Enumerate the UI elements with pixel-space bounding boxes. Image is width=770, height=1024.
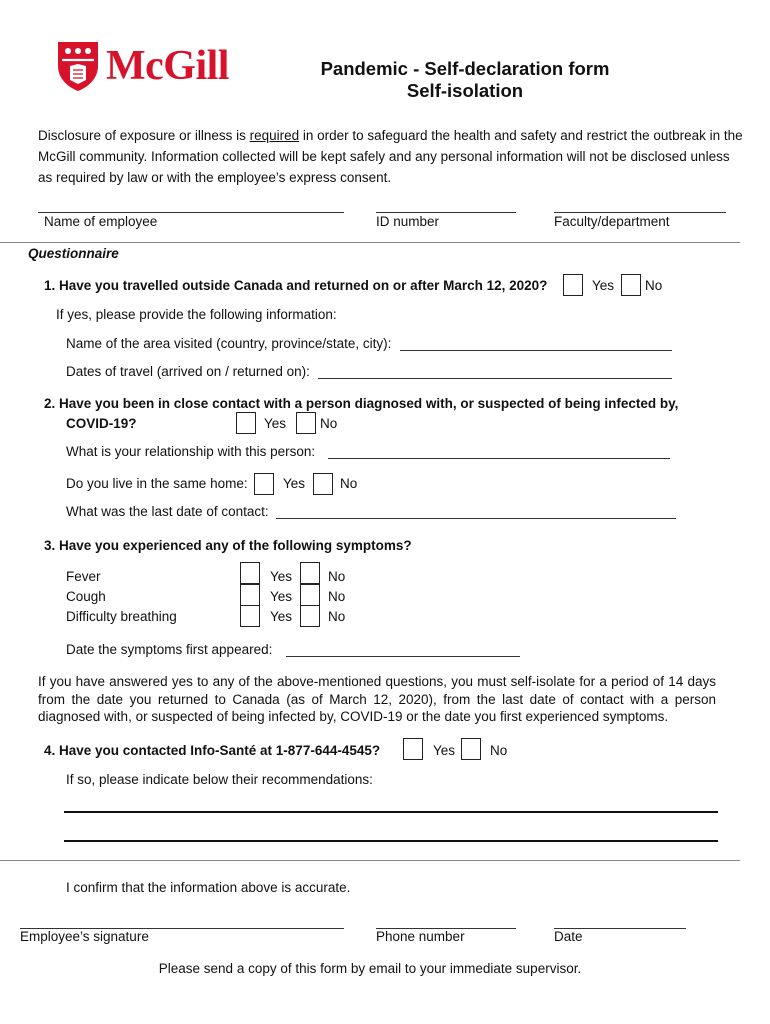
q1-yes-checkbox[interactable]: [563, 274, 583, 296]
q2-relationship-line[interactable]: [328, 458, 670, 459]
fever-no-label: No: [328, 569, 346, 584]
q4-no-label: No: [490, 743, 508, 758]
breathing-no-checkbox[interactable]: [300, 605, 320, 627]
q2-yes-checkbox[interactable]: [236, 412, 256, 434]
cough-yes-checkbox[interactable]: [240, 584, 260, 606]
q1-dates-label: Dates of travel (arrived on / returned on):: [66, 364, 310, 379]
q4-yes-label: Yes: [433, 743, 456, 758]
q4-yes-checkbox[interactable]: [403, 738, 423, 760]
q2-samehome-label: Do you live in the same home:: [66, 476, 248, 491]
employee-name-line[interactable]: [38, 212, 344, 213]
breathing-yes-checkbox[interactable]: [240, 605, 260, 627]
phone-label: Phone number: [376, 929, 465, 944]
q2-relationship-label: What is your relationship with this person:: [66, 444, 316, 459]
q1-area-line[interactable]: [400, 350, 672, 351]
mcgill-logo-wordmark: McGill: [106, 43, 229, 89]
q1-no-checkbox[interactable]: [621, 274, 641, 296]
divider-bottom: [0, 860, 740, 861]
form-subtitle: Self-isolation: [406, 80, 524, 101]
symptom-label: Cough: [66, 589, 106, 604]
q2-samehome-yes-checkbox[interactable]: [254, 473, 274, 495]
q1-no-label: No: [645, 278, 663, 293]
mcgill-crest-icon: [56, 40, 100, 92]
symptom-label: Fever: [66, 569, 101, 584]
q1-area-label: Name of the area visited (country, province/state, city):: [66, 336, 392, 351]
faculty-line[interactable]: [554, 212, 726, 213]
q1-text: 1. Have you travelled outside Canada and returned on or after March 12, 2020?: [44, 278, 548, 293]
q1-ifyes: If yes, please provide the following information:: [56, 307, 337, 322]
q2-samehome-no-label: No: [340, 476, 358, 491]
fever-no-checkbox[interactable]: [300, 562, 320, 584]
q3-firstdate-label: Date the symptoms first appeared:: [66, 642, 273, 657]
signature-label: Employee’s signature: [20, 929, 149, 944]
q3-text: 3. Have you experienced any of the following symptoms?: [44, 538, 412, 553]
divider-top: [0, 242, 740, 243]
id-number-line[interactable]: [376, 212, 516, 213]
q4-recommend-label: If so, please indicate below their recommendations:: [66, 772, 373, 787]
q2-lastdate-label: What was the last date of contact:: [66, 504, 269, 519]
form-title: Pandemic - Self-declaration form: [320, 58, 610, 79]
q2-lastdate-line[interactable]: [276, 518, 676, 519]
id-number-label: ID number: [376, 214, 440, 229]
faculty-label: Faculty/department: [554, 214, 670, 229]
footer-instruction: Please send a copy of this form by email to your immediate supervisor.: [158, 961, 582, 976]
cough-no-label: No: [328, 589, 346, 604]
date-label: Date: [554, 929, 583, 944]
q3-firstdate-line[interactable]: [286, 656, 520, 657]
intro-paragraph: Disclosure of exposure or illness is required in order to safeguard the health and safety and restrict the outbreak in the McGill community. Information collected will be kept safely and any personal information will not be disclosed unless as required by law or with the employee’s express consent.: [38, 128, 743, 185]
self-isolation-notice: If you have answered yes to any of the above-mentioned questions, you must self-isolate for a period of 14 days from the date you returned to Canada (as of March 12, 2020), from the last date of contact with a person diagnosed with, or suspected of being infected by, COVID-19 or the date you first experienced symptoms.: [38, 674, 716, 724]
q2-yes-label: Yes: [264, 416, 287, 431]
q4-text: 4. Have you contacted Info-Santé at 1-877-644-4545?: [44, 743, 381, 758]
breathing-no-label: No: [328, 609, 346, 624]
recommendation-line[interactable]: [64, 811, 718, 813]
q2-no-checkbox[interactable]: [296, 412, 316, 434]
q2-no-label: No: [320, 416, 338, 431]
q2-text-line1: 2. Have you been in close contact with a person diagnosed with, or suspected of being infected by,: [44, 396, 679, 411]
confirm-statement: I confirm that the information above is accurate.: [66, 880, 351, 895]
cough-no-checkbox[interactable]: [300, 584, 320, 606]
employee-name-label: Name of employee: [44, 214, 158, 229]
q2-text-line2: COVID-19?: [66, 416, 137, 431]
fever-yes-checkbox[interactable]: [240, 562, 260, 584]
q2-samehome-yes-label: Yes: [283, 476, 306, 491]
q2-samehome-no-checkbox[interactable]: [313, 473, 333, 495]
fever-yes-label: Yes: [270, 569, 293, 584]
cough-yes-label: Yes: [270, 589, 293, 604]
recommendation-line[interactable]: [64, 840, 718, 842]
q4-no-checkbox[interactable]: [461, 738, 481, 760]
section-heading: Questionnaire: [28, 246, 119, 261]
breathing-yes-label: Yes: [270, 609, 293, 624]
symptom-label: Difficulty breathing: [66, 609, 177, 624]
q1-dates-line[interactable]: [318, 378, 672, 379]
q1-yes-label: Yes: [592, 278, 615, 293]
